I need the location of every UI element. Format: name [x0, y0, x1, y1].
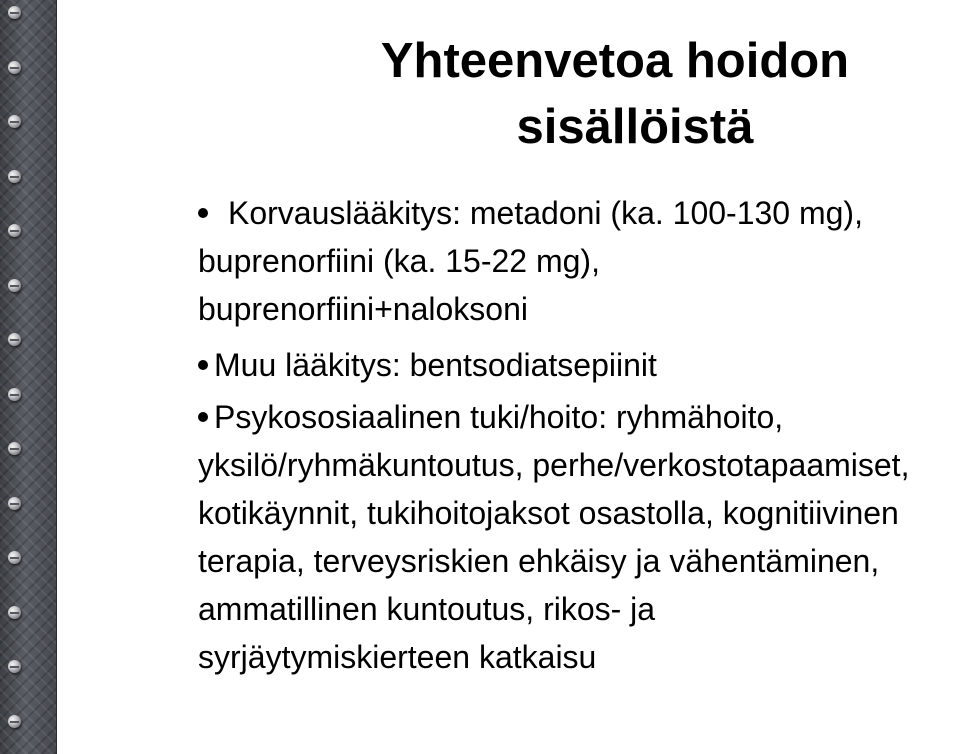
bullet-text: Muu lääkitys: bentsodiatsepiinit [214, 347, 657, 383]
rivet-icon [8, 388, 21, 401]
bullet-dot-icon [198, 412, 208, 422]
rivet-icon [8, 170, 21, 183]
bullet-item [198, 189, 918, 333]
title-line-1: Yhteenvetoa hoidon [380, 34, 850, 88]
bullet-list [198, 189, 918, 687]
slide-title [260, 28, 960, 160]
bullet-text: Korvauslääkitys: metadoni (ka. 100-130 mg), buprenorfiini (ka. 15-22 mg), buprenorfiini+naloksoni [198, 195, 863, 327]
rivet-icon [8, 279, 21, 292]
title-line-2: sisällöistä [516, 100, 754, 154]
rivet-icon [8, 442, 21, 455]
rivet-icon [8, 115, 21, 128]
rivet-icon [8, 497, 21, 510]
rivet-icon [8, 606, 21, 619]
rivet-icon [8, 660, 21, 673]
bullet-text: Psykososiaalinen tuki/hoito: ryhmähoito, yksilö/ryhmäkuntoutus, perhe/verkostotapaamiset, kotikäynnit, tukihoitojaksot osastolla, kognitiivinen terapia, terveysriskien ehkäisy ja vähentäminen, ammatillinen kuntoutus, rikos- ja syrjäytymiskierteen katkaisu [198, 399, 910, 675]
bullet-dot-icon [198, 208, 208, 218]
bullet-item [198, 393, 918, 681]
rivet-icon [8, 551, 21, 564]
rivet-icon [8, 333, 21, 346]
rivet-icon [8, 6, 21, 19]
decorative-metal-strip [0, 0, 57, 754]
rivet-icon [8, 224, 21, 237]
bullet-dot-icon [198, 360, 208, 370]
bullet-item [198, 341, 918, 389]
rivet-icon [8, 61, 21, 74]
rivet-icon [8, 715, 21, 728]
